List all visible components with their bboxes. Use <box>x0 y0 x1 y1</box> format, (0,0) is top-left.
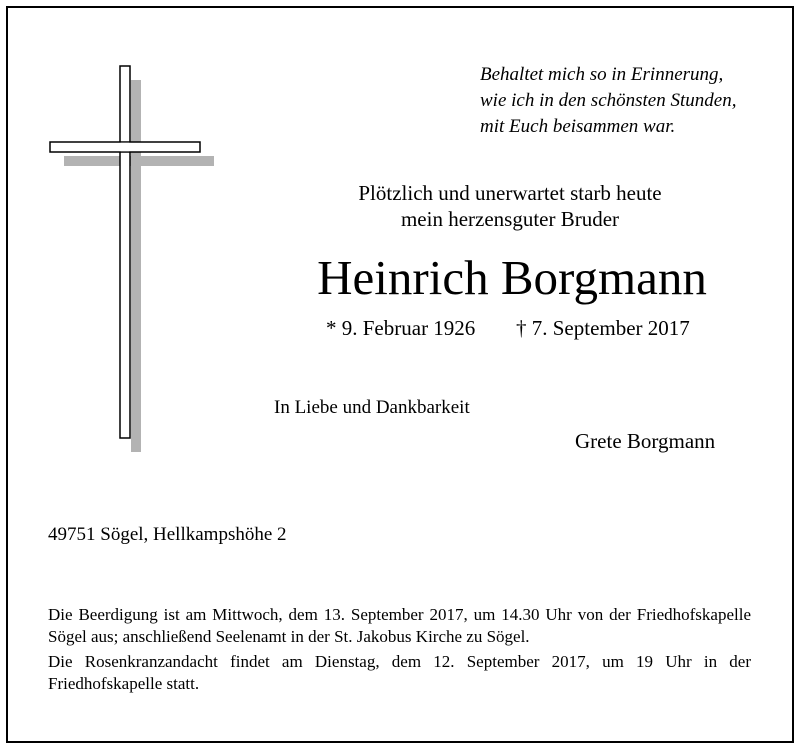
deceased-name: Heinrich Borgmann <box>317 250 707 305</box>
announcement-line: Plötzlich und unerwartet starb heute <box>358 181 662 205</box>
announcement-line: mein herzensguter Bruder <box>400 207 620 231</box>
funeral-rosary-info: Die Rosenkranzandacht findet am Dienstag, dem 12. September 2017, um 19 Uhr in der Friedhofskapelle statt. <box>48 652 751 693</box>
death-announcement <box>320 180 700 232</box>
cross-shadow <box>64 80 214 452</box>
quote-line: mit Euch beisammen war. <box>480 116 676 137</box>
funeral-burial-info: Die Beerdigung ist am Mittwoch, dem 13. September 2017, um 14.30 Uhr von der Friedhofskapelle Sögel aus; anschließend Seelenamt in der St. Jakobus Kirche zu Sögel. <box>48 605 751 646</box>
birth-date: * 9. Februar 1926 <box>326 316 476 340</box>
mourning-address: 49751 Sögel, Hellkampshöhe 2 <box>48 524 287 545</box>
closing-phrase: In Liebe und Dankbarkeit <box>274 397 470 418</box>
memorial-quote <box>480 62 736 140</box>
quote-line: Behaltet mich so in Erinnerung, <box>480 64 724 85</box>
death-date: † 7. September 2017 <box>516 316 690 340</box>
cross-outline <box>50 66 200 438</box>
signatory: Grete Borgmann <box>575 429 716 453</box>
quote-line: wie ich in den schönsten Stunden, <box>480 90 737 111</box>
